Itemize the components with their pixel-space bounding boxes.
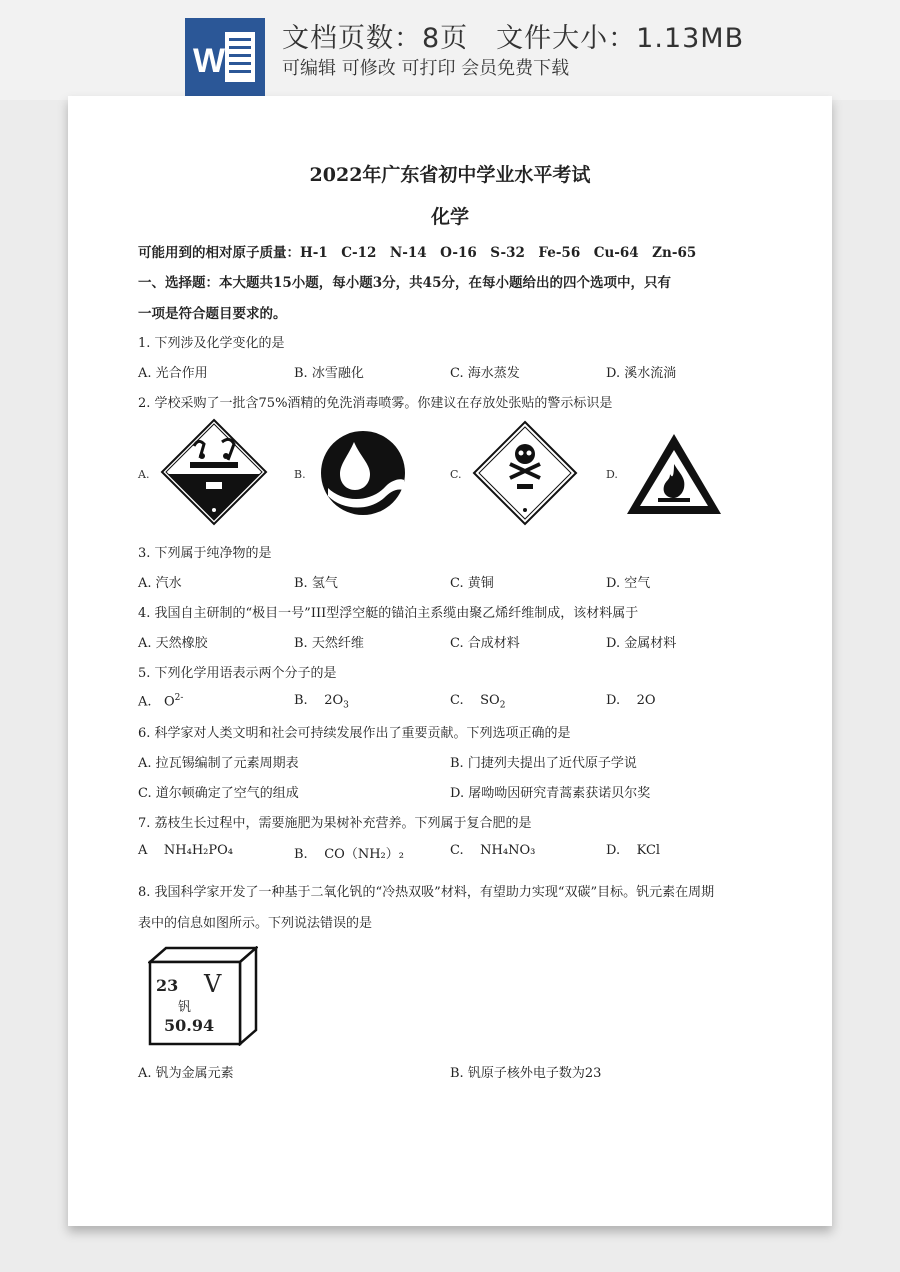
- q7-option-b: [294, 843, 404, 862]
- q5-a-charge: 2-: [174, 693, 184, 703]
- section-heading-line1: 一、选择题：本大题共15小题，每小题3分，共45分，在每小题给出的四个选项中，只有: [138, 275, 671, 291]
- q1-option-b: B. 冰雪融化: [294, 366, 364, 381]
- element-symbol: V: [204, 970, 222, 998]
- q7-a-label: A: [138, 843, 148, 858]
- q1-stem: 1. 下列涉及化学变化的是: [138, 336, 285, 351]
- download-header: [0, 0, 900, 100]
- word-icon-letter: W: [193, 42, 226, 80]
- word-doc-icon: [185, 18, 265, 96]
- q7-a-formula: NH₄H₂PO₄: [163, 843, 234, 858]
- q4-option-d: D. 金属材料: [606, 636, 677, 651]
- q7-b-label: B.: [294, 847, 308, 862]
- q5-b-label: B.: [294, 693, 308, 708]
- corrosive-hazard-icon: [160, 418, 268, 526]
- q5-b-subscript: 3: [343, 700, 349, 711]
- q3-option-c: C. 黄铜: [450, 576, 494, 591]
- q5-c-label: C.: [450, 693, 464, 708]
- q5-option-d: [606, 693, 656, 708]
- q8-option-b: B. 钒原子核外电子数为23: [450, 1066, 602, 1081]
- q5-d-formula: 2O: [636, 693, 656, 708]
- element-cell-vanadium: [148, 946, 258, 1046]
- q5-option-b: [294, 693, 349, 711]
- q7-option-d: [606, 843, 660, 858]
- element-name: 钒: [178, 1000, 192, 1015]
- q1-option-d: D. 溪水流淌: [606, 366, 677, 381]
- element-atomic-mass: 50.94: [164, 1016, 215, 1035]
- q8-option-a: A. 钒为金属元素: [138, 1066, 234, 1081]
- flammable-hazard-icon: [624, 430, 724, 518]
- q7-b-formula: CO（NH₂）₂: [324, 847, 404, 862]
- q5-option-c: [450, 693, 505, 711]
- q2-option-a-label: A.: [138, 468, 150, 481]
- q6-option-c: C. 道尔顿确定了空气的组成: [138, 786, 299, 801]
- q1-option-c: C. 海水蒸发: [450, 366, 520, 381]
- q4-option-b: B. 天然纤维: [294, 636, 364, 651]
- q2-option-c-label: C.: [450, 468, 462, 481]
- q3-option-d: D. 空气: [606, 576, 651, 591]
- q7-option-c: [450, 843, 535, 858]
- q5-a-formula: O: [163, 694, 175, 710]
- exam-title: 2022年广东省初中学业水平考试: [309, 164, 591, 186]
- water-drop-icon: [320, 430, 406, 516]
- document-page: [68, 96, 832, 1226]
- q5-option-a: [138, 693, 183, 709]
- element-atomic-number: 23: [156, 976, 179, 995]
- q7-option-a: [138, 843, 233, 858]
- q8-stem-line2: 表中的信息如图所示。下列说法错误的是: [138, 916, 373, 931]
- toxic-hazard-icon: [472, 420, 578, 526]
- q6-option-a: A. 拉瓦锡编制了元素周期表: [138, 756, 299, 771]
- q8-stem-line1: 8. 我国科学家开发了一种基于二氧化钒的“冷热双吸”材料，有望助力实现“双碳”目标。钒元素在周期: [138, 885, 715, 900]
- q4-option-a: A. 天然橡胶: [138, 636, 208, 651]
- q5-d-label: D.: [606, 693, 621, 708]
- q5-c-formula: SO: [480, 693, 500, 708]
- q7-d-formula: KCl: [636, 843, 661, 858]
- q5-c-subscript: 2: [499, 700, 506, 711]
- q6-option-b: B. 门捷列夫提出了近代原子学说: [450, 756, 637, 771]
- q7-d-label: D.: [606, 843, 621, 858]
- q4-option-c: C. 合成材料: [450, 636, 520, 651]
- q7-c-formula: NH₄NO₃: [480, 843, 536, 858]
- q6-option-d: D. 屠呦呦因研究青蒿素获诺贝尔奖: [450, 786, 651, 801]
- q2-stem: 2. 学校采购了一批含75%酒精的免洗消毒喷雾。你建议在存放处张贴的警示标识是: [138, 396, 613, 411]
- doc-info-title: 文档页数：8页 文件大小：1.13MB: [282, 23, 745, 54]
- q2-option-b-label: B.: [294, 468, 306, 481]
- q6-stem: 6. 科学家对人类文明和社会可持续发展作出了重要贡献。下列选项正确的是: [138, 726, 571, 741]
- doc-info-subtitle: 可编辑 可修改 可打印 会员免费下载: [282, 58, 570, 79]
- q5-stem: 5. 下列化学用语表示两个分子的是: [138, 666, 337, 681]
- atomic-masses: 可能用到的相对原子质量：H-1 C-12 N-14 O-16 S-32 Fe-56 Cu-64 Zn-65: [138, 245, 697, 261]
- q3-option-a: A. 汽水: [138, 576, 182, 591]
- q3-stem: 3. 下列属于纯净物的是: [138, 546, 272, 561]
- q7-c-label: C.: [450, 843, 464, 858]
- q7-stem: 7. 荔枝生长过程中，需要施肥为果树补充营养。下列属于复合肥的是: [138, 816, 532, 831]
- section-heading-line2: 一项是符合题目要求的。: [138, 306, 287, 322]
- q2-option-d-label: D.: [606, 468, 618, 481]
- q4-stem: 4. 我国自主研制的“极目一号”III型浮空艇的锚泊主系缆由聚乙烯纤维制成，该材料属于: [138, 606, 639, 621]
- q5-b-formula: 2O: [324, 693, 344, 708]
- q3-option-b: B. 氢气: [294, 576, 338, 591]
- q5-a-label: A.: [138, 694, 152, 710]
- q1-option-a: A. 光合作用: [138, 366, 208, 381]
- exam-subject: 化学: [430, 206, 469, 228]
